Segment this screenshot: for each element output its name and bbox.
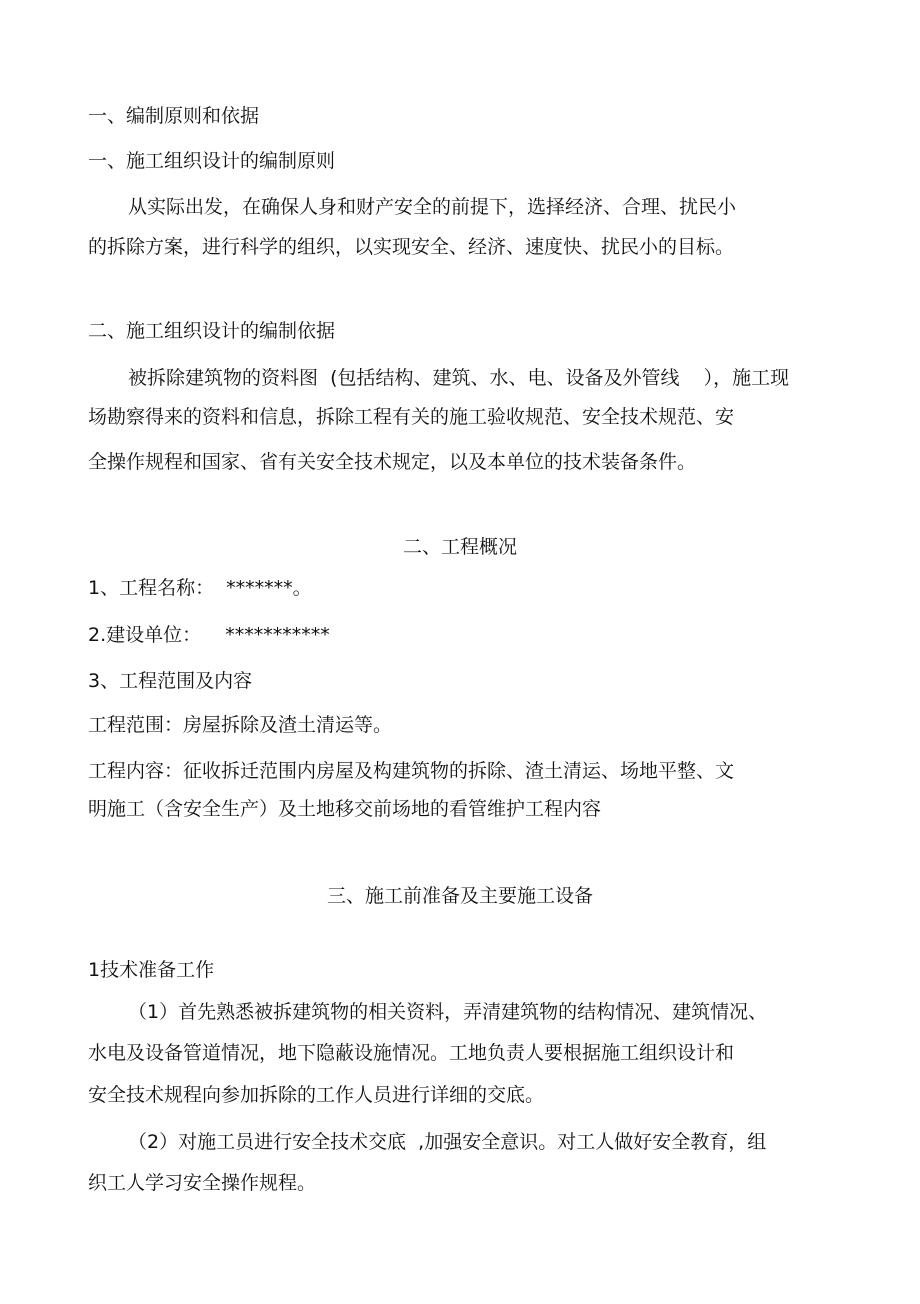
section-heading-preparation: 三、施工前准备及主要施工设备 (326, 885, 593, 907)
project-name-line: 1、工程名称： *******。 (88, 577, 312, 599)
paragraph-line: 被拆除建筑物的资料图 (包括结构、建筑、水、电、设备及外管线 ），施工现 (128, 367, 790, 389)
section-heading-principles: 一、编制原则和依据 (88, 105, 260, 127)
content-line: 明施工（含安全生产）及土地移交前场地的看管维护工程内容 (88, 798, 602, 820)
paragraph-line: 从实际出发，在确保人身和财产安全的前提下，选择经济、合理、扰民小 (128, 196, 737, 218)
subsection-title-technical: 1技术准备工作 (88, 959, 215, 981)
paragraph-line: 织工人学习安全操作规程。 (88, 1172, 317, 1194)
paragraph-line: 全操作规程和国家、省有关安全技术规定，以及本单位的技术装备条件。 (88, 451, 697, 473)
construction-unit-line: 2.建设单位： *********** (88, 624, 330, 646)
scope-line: 工程范围：房屋拆除及渣土清运等。 (88, 714, 393, 736)
subsection-title-basis: 二、施工组织设计的编制依据 (88, 320, 336, 342)
content-line: 工程内容：征收拆迁范围内房屋及构建筑物的拆除、渣土清运、场地平整、文 (88, 760, 735, 782)
scope-heading-line: 3、工程范围及内容 (88, 670, 253, 692)
paragraph-line: 水电及设备管道情况，地下隐蔽设施情况。工地负责人要根据施工组织设计和 (88, 1042, 735, 1064)
paragraph-line: 场勘察得来的资料和信息，拆除工程有关的施工验收规范、安全技术规范、安 (88, 406, 735, 428)
paragraph-line: （2）对施工员进行安全技术交底 ,加强安全意识。对工人做好安全教育，组 (128, 1131, 767, 1153)
section-heading-overview: 二、工程概况 (402, 536, 517, 558)
paragraph-line: 安全技术规程向参加拆除的工作人员进行详细的交底。 (88, 1084, 545, 1106)
paragraph-line: 的拆除方案，进行科学的组织，以实现安全、经济、速度快、扰民小的目标。 (88, 236, 735, 258)
subsection-title-principles: 一、施工组织设计的编制原则 (88, 150, 336, 172)
paragraph-line: （1）首先熟悉被拆建筑物的相关资料，弄清建筑物的结构情况、建筑情况、 (128, 1001, 768, 1023)
